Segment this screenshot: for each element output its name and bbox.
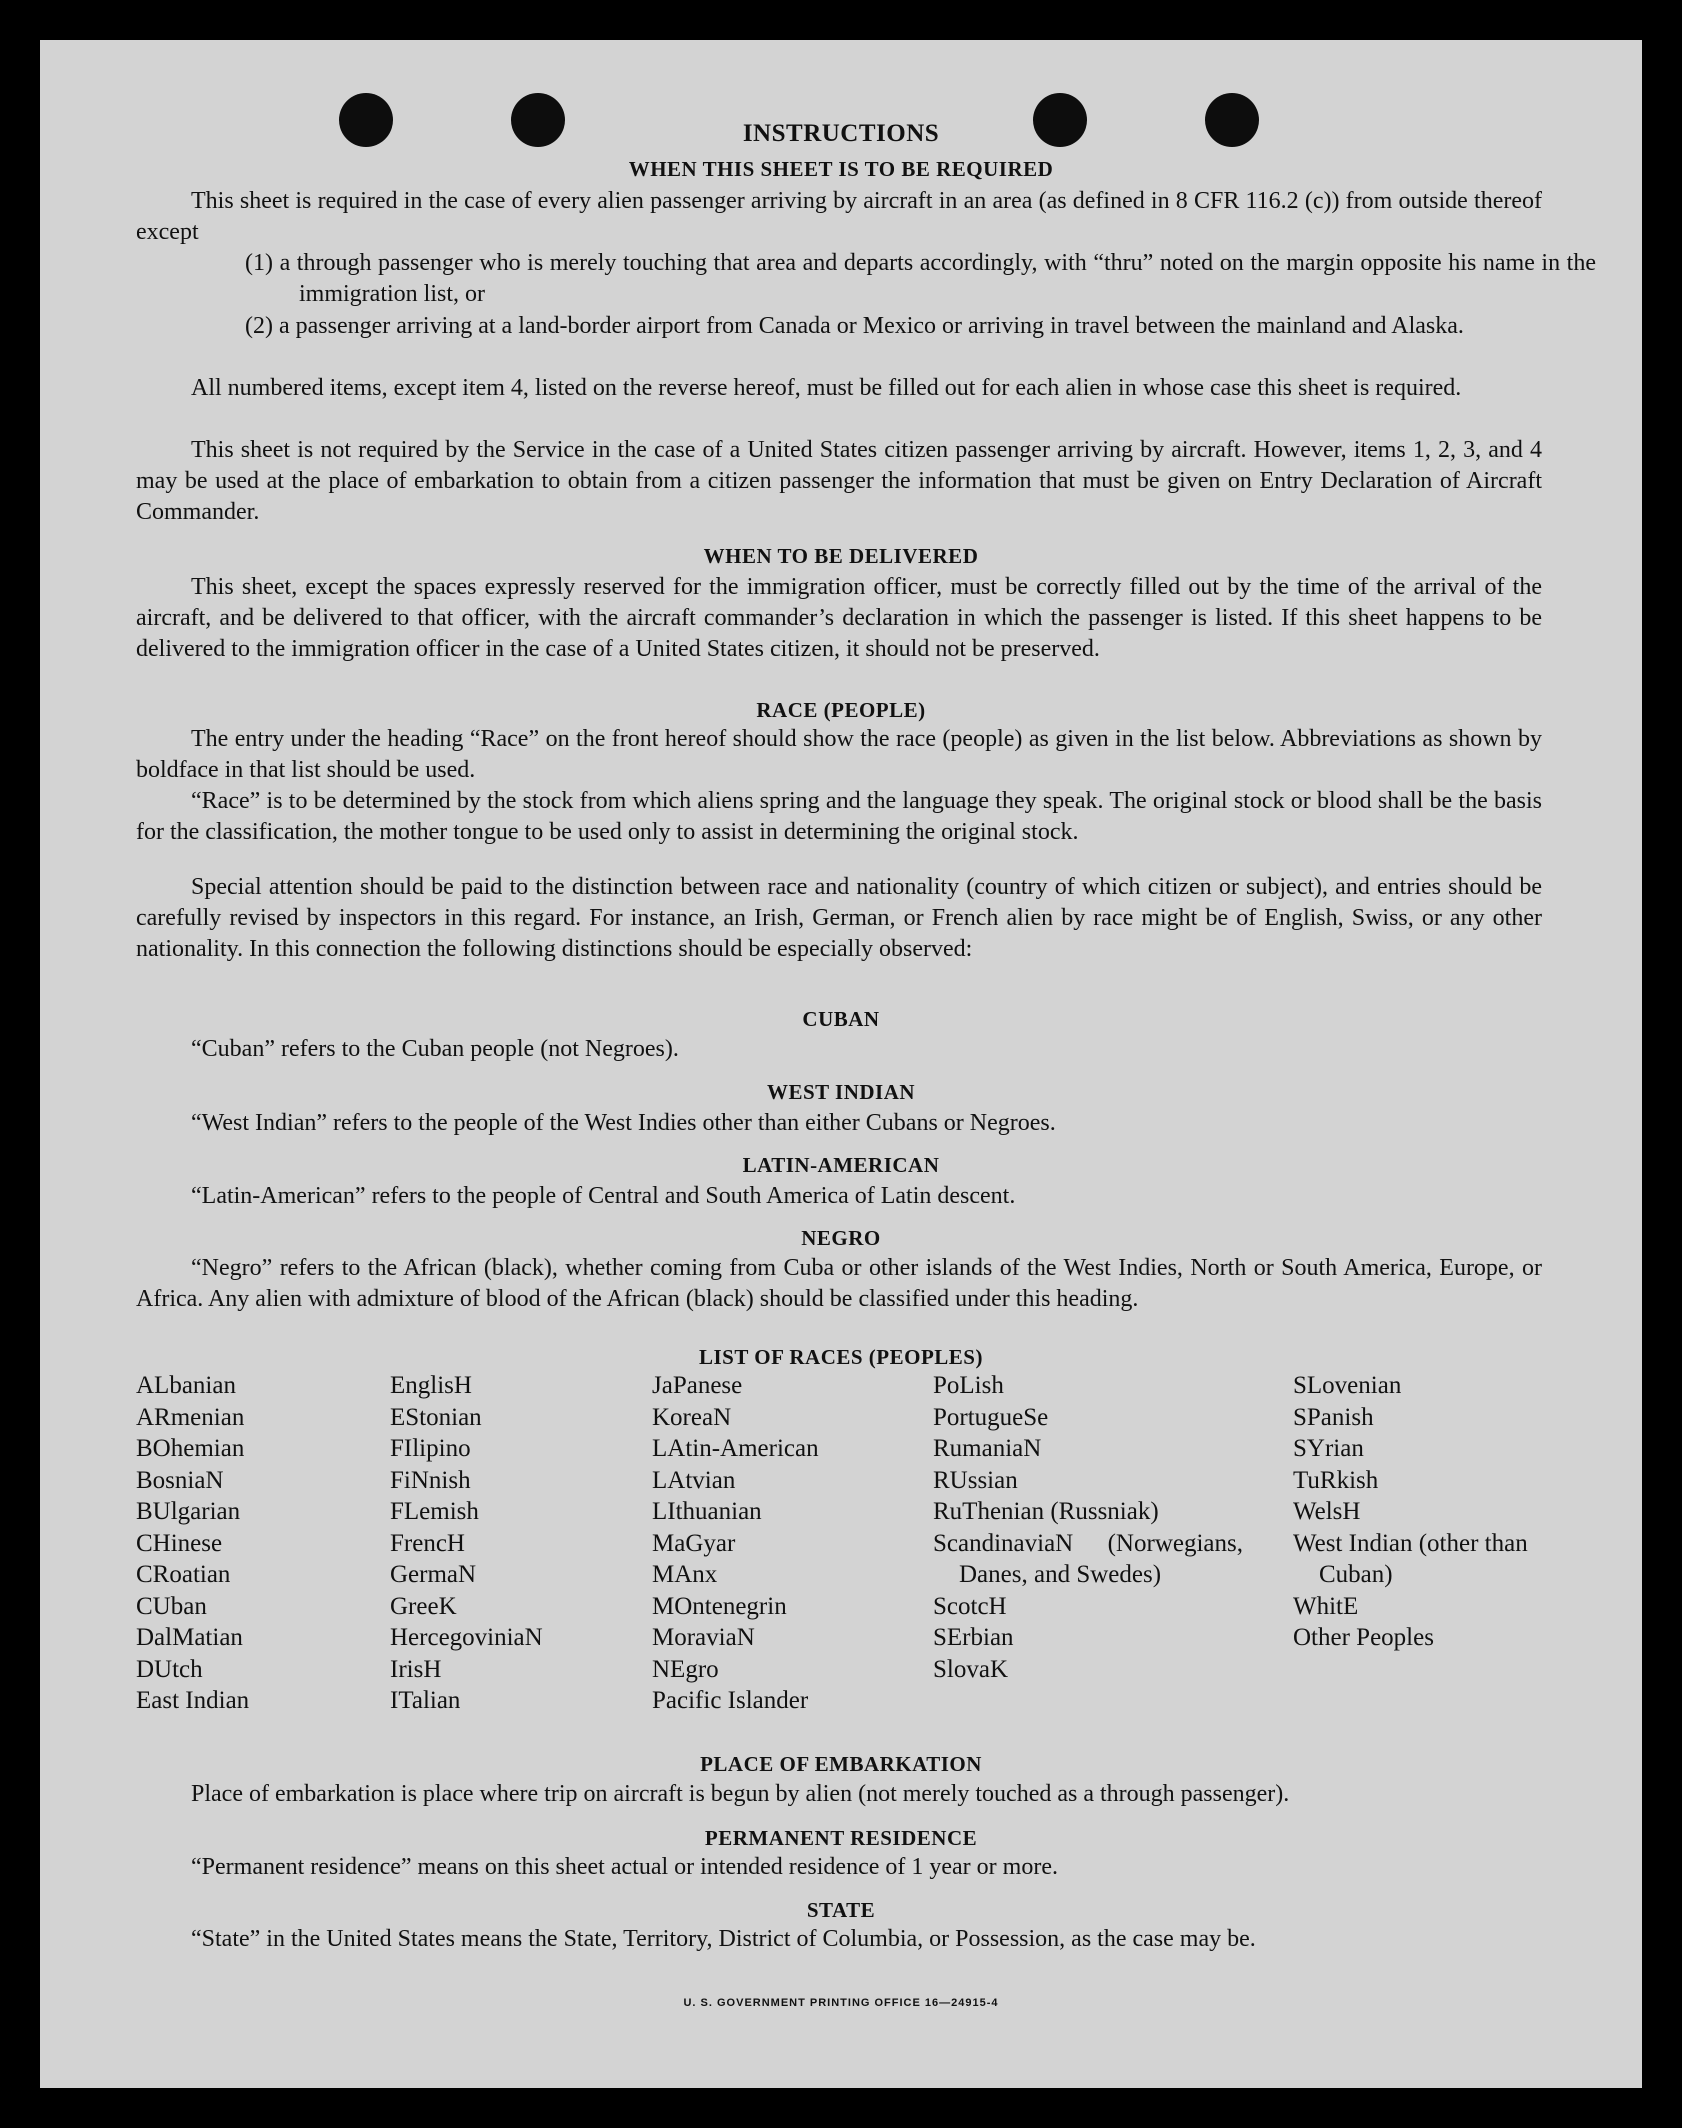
paragraph-required-intro: This sheet is required in the case of every alien passenger arriving by aircraft in an area (as defined in 8 CFR 116.2 (c)) from outside thereof except [136, 188, 1542, 245]
race-item: NEgro [652, 1655, 719, 1683]
race-item: SLovenian [1293, 1372, 1402, 1399]
race-item: SErbian [933, 1624, 1014, 1651]
race-item: ITalian [390, 1687, 461, 1714]
race-item: SlovaK [933, 1655, 1008, 1683]
section-heading-state: STATE [806, 1898, 876, 1922]
race-column-5 [1293, 1370, 1569, 1654]
race-item: BUlgarian [136, 1498, 241, 1525]
race-item: West Indian (other than Cuban) [1293, 1529, 1528, 1588]
race-item: FIlipino [390, 1435, 471, 1462]
race-column-4 [933, 1370, 1243, 1685]
race-item: BosniaN [136, 1466, 224, 1494]
section-heading-delivered: WHEN TO BE DELIVERED [703, 544, 979, 568]
page-title: INSTRUCTIONS [742, 120, 940, 147]
race-item: FrencH [390, 1529, 465, 1557]
paragraph-west-indian: “West Indian” refers to the people of the West Indies other than either Cubans or Negroes. [191, 1110, 1056, 1136]
race-item: MoraviaN [652, 1624, 755, 1651]
race-column-1 [136, 1370, 249, 1717]
race-item: ScandinaviaN (Norwegians, Danes, and Swedes) [933, 1529, 1243, 1588]
race-item: IrisH [390, 1655, 442, 1683]
section-heading-cuban: CUBAN [802, 1007, 880, 1031]
paragraph-cuban: “Cuban” refers to the Cuban people (not Negroes). [191, 1036, 679, 1062]
race-item: EnglisH [390, 1372, 472, 1399]
section-heading-latin-american: LATIN-AMERICAN [742, 1153, 940, 1177]
race-item: SPanish [1293, 1403, 1374, 1431]
printer-imprint: U. S. GOVERNMENT PRINTING OFFICE 16—24915-4 [683, 1997, 999, 2009]
section-heading-residence: PERMANENT RESIDENCE [704, 1826, 978, 1850]
race-item: ScotcH [933, 1592, 1007, 1620]
document-page [40, 40, 1642, 2088]
section-heading-races-list: LIST OF RACES (PEOPLES) [699, 1345, 983, 1369]
race-item: ARmenian [136, 1403, 245, 1431]
paragraph-negro: “Negro” refers to the African (black), whether coming from Cuba or other islands of the West Indies, North or South America, Europe, or Africa. Any alien with admixture of blood of the African (black) should be classified under this heading. [136, 1255, 1542, 1312]
race-item: KoreaN [652, 1403, 732, 1431]
race-item: ALbanian [136, 1372, 236, 1399]
race-item: Other Peoples [1293, 1624, 1434, 1651]
race-item: TuRkish [1293, 1466, 1379, 1494]
race-item: BOhemian [136, 1435, 245, 1462]
section-heading-west-indian: WEST INDIAN [766, 1080, 916, 1104]
race-item: FLemish [390, 1498, 479, 1525]
race-item: EStonian [390, 1403, 482, 1431]
race-item: CHinese [136, 1529, 223, 1557]
race-item: LIthuanian [652, 1498, 762, 1525]
race-column-3 [652, 1370, 819, 1717]
race-item: MAnx [652, 1561, 718, 1588]
race-item: LAtvian [652, 1466, 736, 1494]
list-item-1: (1) a through passenger who is merely touching that area and departs accordingly, with “thru” noted on the margin opposite his name in the immigration list, or [245, 250, 1596, 307]
race-item: WhitE [1293, 1592, 1359, 1620]
paragraph-numbered-items: All numbered items, except item 4, listed on the reverse hereof, must be filled out for each alien in whose case this sheet is required. [191, 375, 1462, 401]
race-item: PoLish [933, 1372, 1004, 1399]
race-item: DalMatian [136, 1624, 243, 1651]
race-item: WelsH [1293, 1498, 1361, 1525]
race-column-2 [390, 1370, 543, 1717]
section-heading-embarkation: PLACE OF EMBARKATION [700, 1752, 982, 1776]
race-item: PortugueSe [933, 1403, 1049, 1431]
race-item: GreeK [390, 1592, 457, 1620]
race-item: RumaniaN [933, 1435, 1042, 1462]
paragraph-race-3: Special attention should be paid to the distinction between race and nationality (country of which citizen or subject), and entries should be carefully revised by inspectors in this regard. For instance, an Irish, German, or French alien by race might be of English, Swiss, or any other nationality. In this connection the following distinctions should be especially observed: [136, 874, 1542, 962]
section-heading-required: WHEN THIS SHEET IS TO BE REQUIRED [628, 157, 1054, 181]
section-heading-negro: NEGRO [801, 1226, 881, 1250]
race-item: SYrian [1293, 1435, 1364, 1462]
paragraph-citizen: This sheet is not required by the Service in the case of a United States citizen passenger arriving by aircraft. However, items 1, 2, 3, and 4 may be used at the place of embarkation to obtain from a citizen passenger the information that must be given on Entry Declaration of Aircraft Commander. [136, 437, 1542, 525]
race-item: LAtin-American [652, 1435, 819, 1462]
section-heading-race: RACE (PEOPLE) [756, 698, 926, 722]
paragraph-residence: “Permanent residence” means on this sheet actual or intended residence of 1 year or more. [191, 1854, 1058, 1880]
paragraph-embarkation: Place of embarkation is place where trip on aircraft is begun by alien (not merely touched as a through passenger). [191, 1781, 1290, 1807]
race-item: RuThenian (Russniak) [933, 1498, 1159, 1525]
race-item: RUssian [933, 1466, 1018, 1494]
race-item: DUtch [136, 1655, 203, 1683]
race-item: Pacific Islander [652, 1687, 809, 1714]
race-item: CUban [136, 1592, 207, 1620]
paragraph-race-1: The entry under the heading “Race” on the front hereof should show the race (people) as given in the list below. Abbreviations as shown by boldface in that list should be used. [136, 726, 1542, 783]
race-item: GermaN [390, 1561, 477, 1588]
paragraph-race-2: “Race” is to be determined by the stock from which aliens spring and the language they speak. The original stock or blood shall be the basis for the classification, the mother tongue to be used only to assist in determining the original stock. [136, 788, 1542, 845]
race-item: CRoatian [136, 1561, 231, 1588]
paragraph-latin-american: “Latin-American” refers to the people of Central and South America of Latin descent. [191, 1183, 1016, 1209]
paragraph-state: “State” in the United States means the State, Territory, District of Columbia, or Possession, as the case may be. [191, 1926, 1256, 1952]
race-item: FiNnish [390, 1466, 471, 1494]
race-item: East Indian [136, 1687, 250, 1714]
list-item-2: (2) a passenger arriving at a land-border airport from Canada or Mexico or arriving in travel between the mainland and Alaska. [245, 313, 1464, 339]
race-item: MOntenegrin [652, 1592, 787, 1620]
race-item: HercegoviniaN [390, 1624, 543, 1651]
race-item: JaPanese [652, 1372, 743, 1399]
race-item: MaGyar [652, 1529, 736, 1557]
paragraph-delivered: This sheet, except the spaces expressly reserved for the immigration officer, must be correctly filled out by the time of the arrival of the aircraft, and be delivered to that officer, with the aircraft commander’s declaration in which the passenger is listed. If this sheet happens to be delivered to the immigration officer in the case of a United States citizen, it should not be preserved. [136, 574, 1542, 662]
